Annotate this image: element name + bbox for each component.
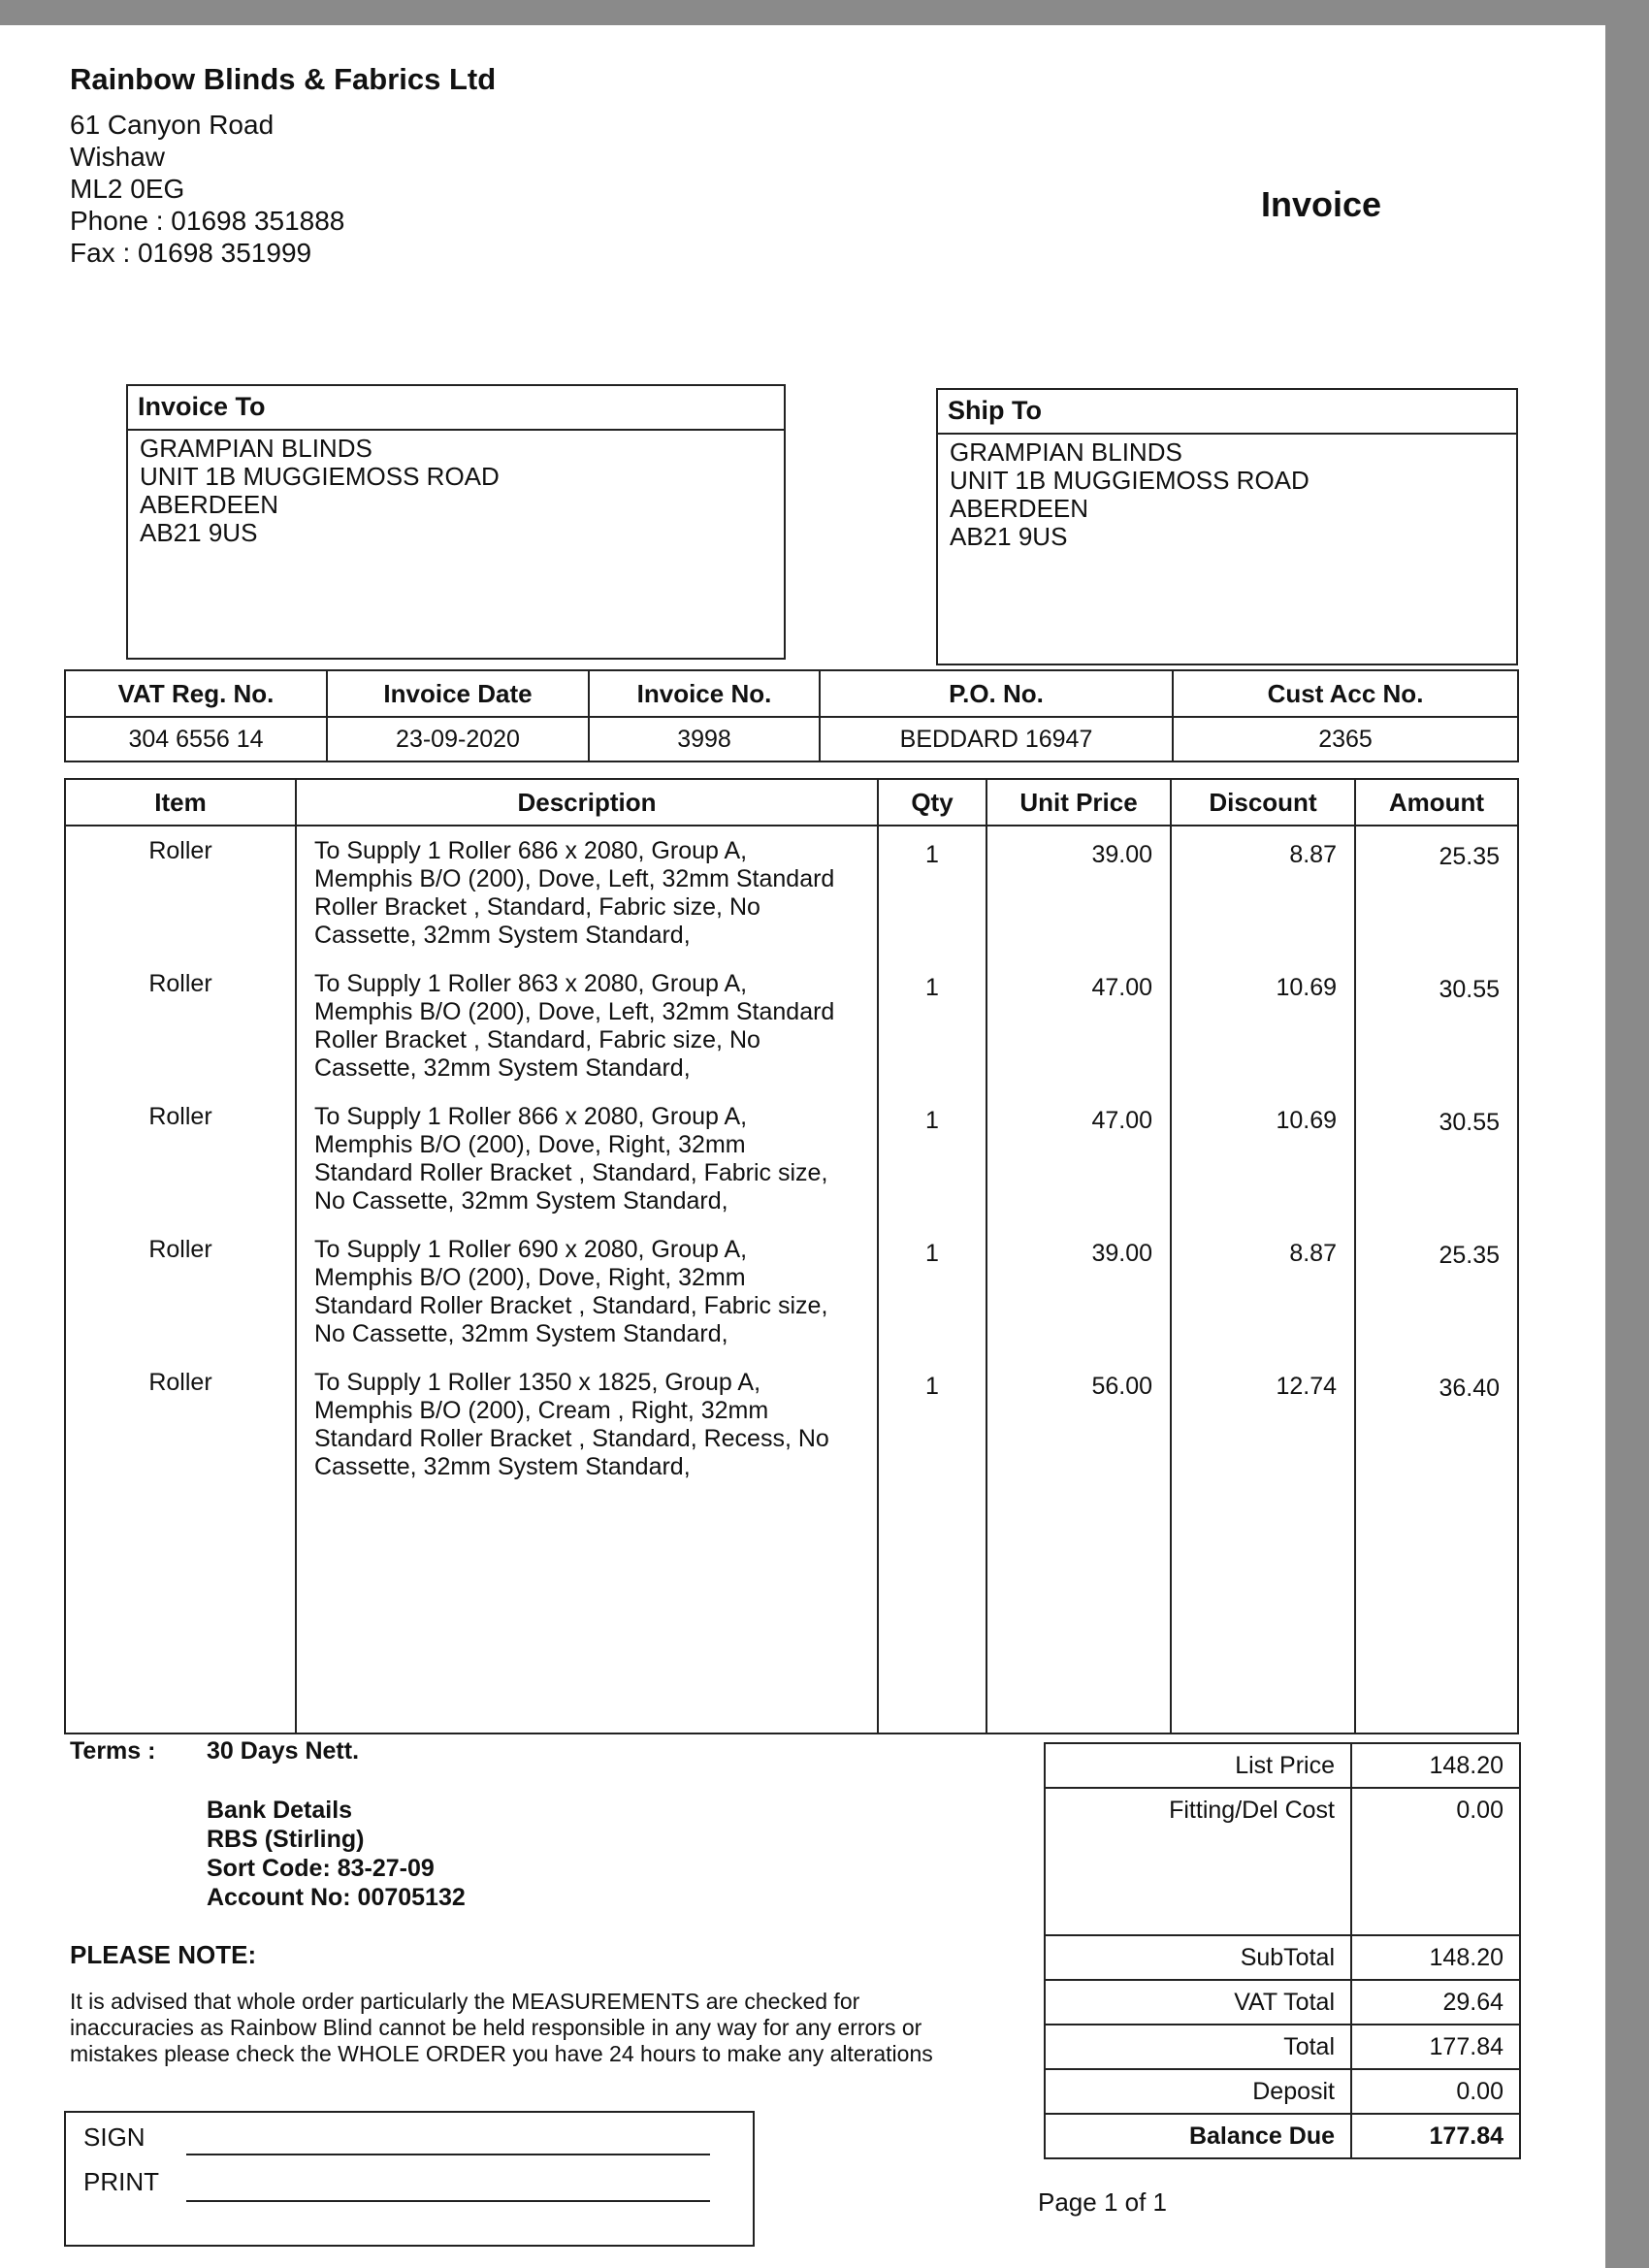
invoice-no-value: 3998 [589, 717, 820, 761]
discount-cell: 8.87 [1171, 1236, 1355, 1348]
vat-row [1045, 1980, 1520, 2025]
description-line: To Supply 1 Roller 690 x 2080, Group A, [314, 1236, 748, 1263]
description-line: To Supply 1 Roller 866 x 2080, Group A, [314, 1103, 748, 1130]
description-cell [296, 1103, 878, 1215]
discount-cell: 8.87 [1171, 837, 1355, 950]
qty-cell: 1 [878, 837, 986, 950]
vat-total-value: 29.64 [1351, 1980, 1520, 2025]
description-line: Standard Roller Bracket , Standard, Recess, No [314, 1425, 829, 1452]
items-header-row [65, 779, 1518, 826]
totals-table [1044, 1742, 1521, 2159]
items-spacer [65, 826, 1518, 837]
description-line: Cassette, 32mm System Standard, [314, 922, 691, 949]
description-line: Memphis B/O (200), Dove, Right, 32mm [314, 1131, 746, 1158]
description-line: To Supply 1 Roller 686 x 2080, Group A, [314, 837, 748, 864]
description-line: Standard Roller Bracket , Standard, Fabric size, [314, 1292, 828, 1319]
description-line: Roller Bracket , Standard, Fabric size, No [314, 893, 760, 921]
item-cell: Roller [65, 1103, 296, 1215]
subtotal-row [1045, 1935, 1520, 1980]
table-row [65, 1369, 1518, 1481]
amount-cell: 36.40 [1355, 1369, 1518, 1481]
balance-due-label: Balance Due [1045, 2114, 1351, 2158]
description-cell [296, 837, 878, 950]
qty-cell: 1 [878, 1369, 986, 1481]
account-number: Account No: 00705132 [207, 1884, 466, 1911]
please-note-text [70, 1989, 982, 2067]
company-fax: Fax : 01698 351999 [70, 238, 312, 268]
description-line: Cassette, 32mm System Standard, [314, 1453, 691, 1480]
amount-cell: 30.55 [1355, 970, 1518, 1083]
unit-price-cell: 47.00 [986, 1103, 1171, 1215]
fitting-row [1045, 1788, 1520, 1935]
bank-details-heading: Bank Details [207, 1797, 353, 1824]
terms-value: 30 Days Nett. [207, 1737, 360, 1765]
note-line: inaccuracies as Rainbow Blind cannot be held responsible in any way for any errors or [70, 2015, 922, 2040]
subtotal-label: SubTotal [1045, 1935, 1351, 1980]
item-cell: Roller [65, 970, 296, 1083]
company-postcode: ML2 0EG [70, 174, 185, 204]
qty-header: Qty [878, 779, 986, 826]
info-header-row [65, 670, 1518, 717]
bank-name: RBS (Stirling) [207, 1826, 365, 1853]
item-header: Item [65, 779, 296, 826]
invoice-to-line: ABERDEEN [140, 490, 279, 519]
unit-price-cell: 56.00 [986, 1369, 1171, 1481]
po-no-value: BEDDARD 16947 [820, 717, 1173, 761]
invoice-date-header: Invoice Date [327, 670, 589, 717]
deposit-row [1045, 2069, 1520, 2114]
ship-to-line: ABERDEEN [950, 494, 1089, 523]
vat-reg-header: VAT Reg. No. [65, 670, 327, 717]
amount-cell: 25.35 [1355, 837, 1518, 950]
list-price-row [1045, 1743, 1520, 1788]
unit-price-cell: 39.00 [986, 837, 1171, 950]
item-cell: Roller [65, 1236, 296, 1348]
ship-to-label: Ship To [938, 390, 1516, 435]
discount-header: Discount [1171, 779, 1355, 826]
note-line: mistakes please check the WHOLE ORDER you have 24 hours to make any alterations [70, 2041, 933, 2066]
info-value-row [65, 717, 1518, 761]
ship-to-line: GRAMPIAN BLINDS [950, 437, 1182, 467]
terms-label: Terms : [70, 1737, 156, 1765]
invoice-no-header: Invoice No. [589, 670, 820, 717]
discount-cell: 10.69 [1171, 1103, 1355, 1215]
company-address-line-1: 61 Canyon Road [70, 110, 275, 140]
amount-cell: 25.35 [1355, 1236, 1518, 1348]
ship-to-line: UNIT 1B MUGGIEMOSS ROAD [950, 466, 1310, 495]
unit-price-header: Unit Price [986, 779, 1171, 826]
table-row [65, 837, 1518, 950]
company-phone: Phone : 01698 351888 [70, 206, 345, 236]
list-price-value: 148.20 [1351, 1743, 1520, 1788]
deposit-label: Deposit [1045, 2069, 1351, 2114]
total-value: 177.84 [1351, 2025, 1520, 2069]
please-note-heading: PLEASE NOTE: [70, 1940, 257, 1969]
vat-reg-value: 304 6556 14 [65, 717, 327, 761]
note-line: It is advised that whole order particularly the MEASUREMENTS are checked for [70, 1989, 860, 2014]
invoice-to-line: GRAMPIAN BLINDS [140, 434, 372, 463]
description-header: Description [296, 779, 878, 826]
list-price-label: List Price [1045, 1743, 1351, 1788]
cust-acc-header: Cust Acc No. [1173, 670, 1518, 717]
description-line: Memphis B/O (200), Dove, Left, 32mm Standard [314, 865, 835, 892]
sign-line[interactable] [186, 2154, 710, 2155]
subtotal-value: 148.20 [1351, 1935, 1520, 1980]
qty-cell: 1 [878, 1236, 986, 1348]
fitting-label: Fitting/Del Cost [1045, 1788, 1351, 1935]
company-address-line-2: Wishaw [70, 142, 166, 172]
balance-row [1045, 2114, 1520, 2158]
row-gap [65, 1348, 1518, 1369]
po-no-header: P.O. No. [820, 670, 1173, 717]
description-line: Memphis B/O (200), Cream , Right, 32mm [314, 1397, 769, 1424]
invoice-date-value: 23-09-2020 [327, 717, 589, 761]
bank-details [207, 1796, 466, 1912]
total-label: Total [1045, 2025, 1351, 2069]
invoice-info-table [64, 669, 1519, 762]
table-row [65, 1103, 1518, 1215]
ship-to-address [938, 435, 1516, 555]
description-line: Cassette, 32mm System Standard, [314, 1054, 691, 1082]
row-gap [65, 950, 1518, 970]
description-line: No Cassette, 32mm System Standard, [314, 1320, 728, 1347]
discount-cell: 12.74 [1171, 1369, 1355, 1481]
item-cell: Roller [65, 1369, 296, 1481]
total-row [1045, 2025, 1520, 2069]
row-gap [65, 1083, 1518, 1103]
description-line: Standard Roller Bracket , Standard, Fabric size, [314, 1159, 828, 1186]
qty-cell: 1 [878, 970, 986, 1083]
print-line[interactable] [186, 2200, 710, 2202]
signature-box [64, 2111, 755, 2247]
description-cell [296, 1369, 878, 1481]
description-line: No Cassette, 32mm System Standard, [314, 1187, 728, 1215]
amount-header: Amount [1355, 779, 1518, 826]
invoice-to-line: AB21 9US [140, 518, 258, 547]
description-cell [296, 970, 878, 1083]
line-items-table [64, 778, 1519, 1734]
description-line: To Supply 1 Roller 1350 x 1825, Group A, [314, 1369, 761, 1396]
page-number: Page 1 of 1 [1038, 2187, 1167, 2217]
sort-code: Sort Code: 83-27-09 [207, 1855, 435, 1882]
qty-cell: 1 [878, 1103, 986, 1215]
table-row [65, 970, 1518, 1083]
table-row [65, 1236, 1518, 1348]
description-cell [296, 1236, 878, 1348]
ship-to-line: AB21 9US [950, 522, 1068, 551]
invoice-to-line: UNIT 1B MUGGIEMOSS ROAD [140, 462, 500, 491]
vat-total-label: VAT Total [1045, 1980, 1351, 2025]
fitting-value: 0.00 [1351, 1788, 1520, 1935]
deposit-value: 0.00 [1351, 2069, 1520, 2114]
invoice-to-label: Invoice To [128, 386, 784, 431]
unit-price-cell: 47.00 [986, 970, 1171, 1083]
cust-acc-value: 2365 [1173, 717, 1518, 761]
amount-cell: 30.55 [1355, 1103, 1518, 1215]
invoice-to-box [126, 384, 786, 660]
sign-label: SIGN [83, 2122, 146, 2152]
items-filler-row [65, 1481, 1518, 1733]
description-line: To Supply 1 Roller 863 x 2080, Group A, [314, 970, 748, 997]
description-line: Memphis B/O (200), Dove, Left, 32mm Standard [314, 998, 835, 1025]
balance-due-value: 177.84 [1351, 2114, 1520, 2158]
document-title: Invoice [1261, 184, 1382, 224]
discount-cell: 10.69 [1171, 970, 1355, 1083]
ship-to-box [936, 388, 1518, 665]
item-cell: Roller [65, 837, 296, 950]
row-gap [65, 1215, 1518, 1236]
unit-price-cell: 39.00 [986, 1236, 1171, 1348]
company-name: Rainbow Blinds & Fabrics Ltd [70, 62, 497, 96]
description-line: Roller Bracket , Standard, Fabric size, No [314, 1026, 760, 1053]
print-label: PRINT [83, 2167, 159, 2196]
description-line: Memphis B/O (200), Dove, Right, 32mm [314, 1264, 746, 1291]
invoice-to-address [128, 431, 784, 551]
